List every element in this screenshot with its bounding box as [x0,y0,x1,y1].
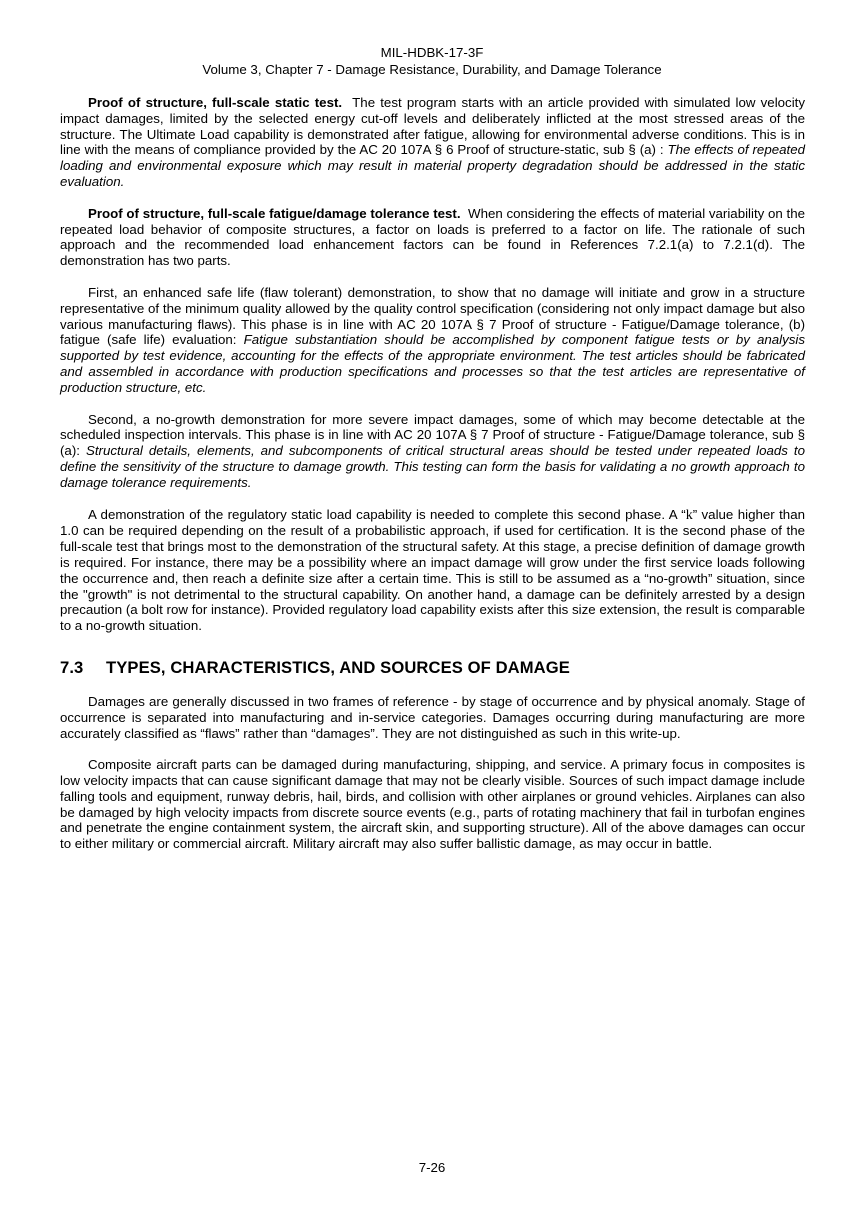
section-heading [60,658,805,678]
paragraph-text: A demonstration of the regulatory static load capability is needed to complete this second phase. A “ [88,506,686,522]
paragraph-lead: Proof of structure, full-scale static test. [88,95,343,110]
paragraph-text: When considering the effects of material variability on the repeated load behavior of composite structures, a factor on loads is preferred to a factor on life. The rationale of such approach and the recommended load enhancement factors can be found in References 7.2.1(a) to 7.2.1(d). The demonstration has two parts. [60,205,806,269]
k-factor-symbol: k [685,507,693,523]
paragraph-damage-frames [60,694,805,741]
paragraph-text: The test program starts with an article provided with simulated low velocity impact damages, limited by the selected energy cut-off levels and deliberately inflicted at the most stressed areas of the structure. The Ultimate Load capability is demonstrated after fatigue, allowing for environmental adverse conditions. This is in line with the means of compliance provided by the AC 20 107A § 6 Proof of structure-static, sub § (a) : [60,95,805,158]
chapter-title: Volume 3, Chapter 7 - Damage Resistance, Durability, and Damage Tolerance [202,62,662,77]
paragraph-static-test [60,95,805,190]
paragraph-safe-life [60,285,805,396]
paragraph-quote: Structural details, elements, and subcomponents of critical structural areas should be tested under repeated loads to define the sensitivity of the structure to damage growth. This testing can form the basis for validating a no growth approach to damage tolerance requirements. [60,443,805,490]
section-title: TYPES, CHARACTERISTICS, AND SOURCES OF DAMAGE [106,657,570,677]
paragraph-no-growth [60,412,805,491]
paragraph-static-load [60,507,805,634]
paragraph-text: First, an enhanced safe life (flaw tolerant) demonstration, to show that no damage will initiate and grow in a structure representative of the minimum quality allowed by the quality control specification (considering not only impact damage but also various manufacturing flaws). This phase is in line with AC 20 107A § 7 Proof of structure - Fatigue/Damage tolerance, (b) fatigue (safe life) evaluation: [60,284,805,348]
paragraph-lead: Proof of structure, full-scale fatigue/damage tolerance test. [88,205,461,221]
paragraph-quote: The effects of repeated loading and environmental exposure which may result in material property degradation should be addressed in the static evaluation. [60,142,805,189]
paragraph-text: Damages are generally discussed in two frames of reference - by stage of occurrence and by physical anomaly. Stage of occurrence is separated into manufacturing and in-service categories. Damages occurring during manufacturing are more accurately classified as “flaws” rather than “damages”. They are not distinguished as such in this write-up. [60,693,805,741]
paragraph-text: ” value higher than 1.0 can be required depending on the result of a probabilistic approach, if used for certification. It is the second phase of the full-scale test that brings most to the demonstration of the structural safety. At this stage, a precise definition of damage growth is required. For instance, there may be a possibility where an impact damage will grow under the first service loads following the occurrence and, then reach a definite size after a certain time. This is still to be assumed as a “no-growth” situation, since the "growth" is not detrimental to the structural capability. On another hand, a damage can be definitely arrested by a design precaution (a bolt row for instance). Provided regulatory load capability exists after this size extension, the result is comparable to a no-growth situation. [60,506,805,634]
paragraph-text: Composite aircraft parts can be damaged during manufacturing, shipping, and service. A primary focus in composites is low velocity impacts that can cause significant damage that may not be clearly visible. Sources of such impact damage include falling tools and equipment, runway debris, hail, birds, and collision with other airplanes or ground vehicles. Airplanes can also be damaged by high velocity impacts from discrete source events (e.g., parts of rotating machinery that fail in turbofan engines and penetrate the engine containment system, the aircraft skin, and supporting structure). All of the above damages can occur to either military or commercial aircraft. Military aircraft may also suffer ballistic damage, as may occur in battle. [60,757,805,852]
page-number: 7-26 [418,1160,446,1175]
paragraph-quote: Fatigue substantiation should be accomplished by component fatigue tests or by analysis supported by test evidence, accounting for the effects of the appropriate environment. The test articles should be fabricated and assembled in accordance with production specifications and processes so that the test articles are representative of production structure, etc. [60,332,805,395]
page-header [0,44,864,78]
paragraph-fatigue-test [60,206,805,269]
document-body [60,95,805,868]
paragraph-text: Second, a no-growth demonstration for more severe impact damages, some of which may become detectable at the scheduled inspection intervals. This phase is in line with AC 20 107A § 7 Proof of structure - Fatigue/Damage tolerance, sub § (a): [60,411,805,459]
document-id: MIL-HDBK-17-3F [380,45,484,60]
section-number: 7.3 [60,657,84,677]
paragraph-damage-sources [60,757,805,852]
